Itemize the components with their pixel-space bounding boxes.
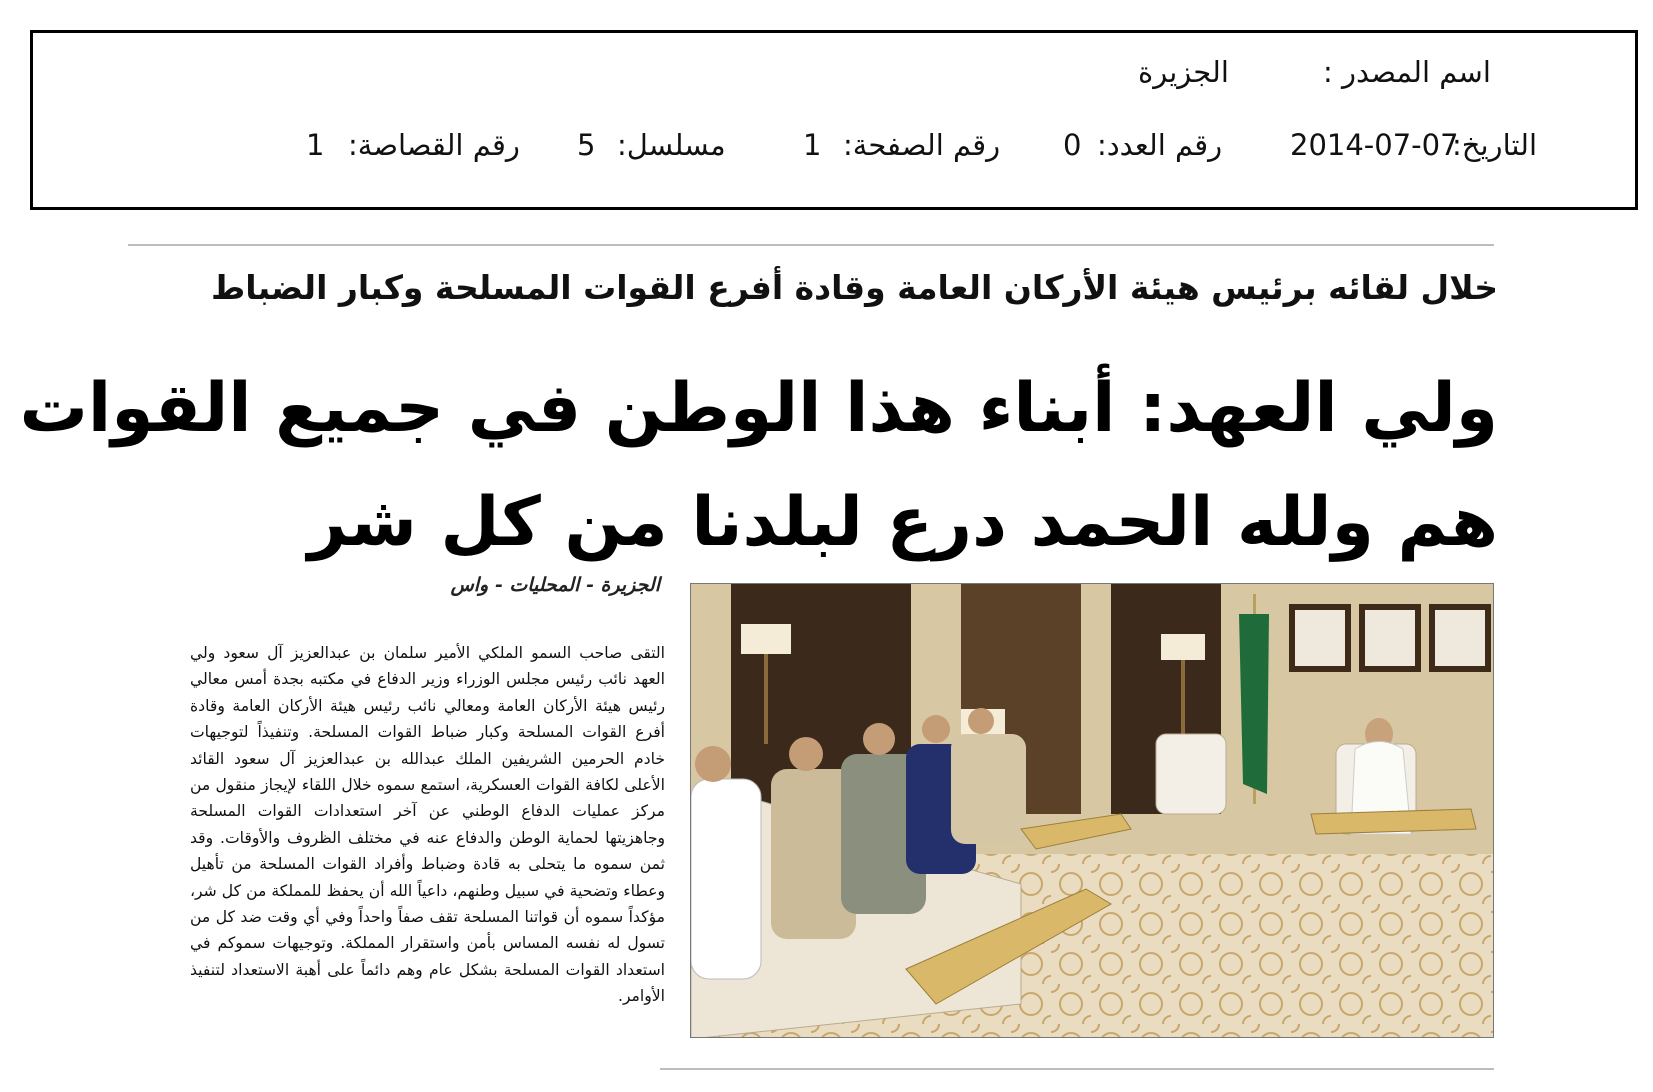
lamp-shade-left	[741, 624, 791, 654]
source-label: اسم المصدر :	[1323, 55, 1491, 89]
issue-label: رقم العدد:	[1097, 128, 1223, 162]
article-byline: الجزيرة - المحليات - واس	[450, 574, 660, 596]
coffee-table-right	[1311, 809, 1476, 834]
date-label: التاريخ:	[1452, 128, 1538, 162]
officer-head-3	[863, 723, 895, 755]
officer-head-1	[695, 746, 731, 782]
headline-line-1: ولي العهد: أبناء هذا الوطن في جميع القوات	[19, 369, 1498, 448]
clip-value: 1	[306, 128, 325, 162]
meeting-room-photo	[690, 583, 1494, 1038]
source-name: الجزيرة	[1138, 55, 1229, 89]
bottom-rule	[660, 1068, 1494, 1070]
officer-head-4	[922, 715, 950, 743]
article-subheadline: خلال لقائه برئيس هيئة الأركان العامة وقادة أفرع القوات المسلحة وكبار الضباط	[211, 268, 1498, 307]
lamp-stand-left	[764, 654, 768, 744]
empty-armchair	[1156, 734, 1226, 814]
article-headline	[19, 352, 1498, 580]
officer-army-3	[951, 734, 1026, 844]
flag-icon	[1239, 614, 1269, 794]
serial-label: مسلسل:	[617, 128, 726, 162]
serial-value: 5	[577, 128, 596, 162]
clip-label: رقم القصاصة:	[348, 128, 520, 162]
date-value: 2014-07-07	[1290, 128, 1459, 162]
officer-head-5	[968, 708, 994, 734]
headline-line-2: هم ولله الحمد درع لبلدنا من كل شر	[307, 483, 1498, 562]
officer-navy	[691, 779, 761, 979]
portrait-1	[1295, 610, 1345, 666]
issue-value: 0	[1063, 128, 1082, 162]
portrait-3	[1435, 610, 1485, 666]
page-label: رقم الصفحة:	[843, 128, 1001, 162]
photo-illustration	[691, 584, 1494, 1038]
article-body: التقى صاحب السمو الملكي الأمير سلمان بن عبدالعزيز آل سعود ولي العهد نائب رئيس مجلس الوزراء وزير الدفاع في مكتبه بجدة أمس معالي رئيس هيئة الأركان العامة ومعالي نائب رئيس هيئة الأركان العامة وقادة أفرع القوات المسلحة وكبار ضباط القوات المسلحة. وتنفيذاً لتوجيهات خادم الحرمين الشريفين الملك عبدالله بن عبدالعزيز آل سعود القائد الأعلى لكافة القوات العسكرية، استمع سموه خلال اللقاء لإيجاز منقول من مركز عمليات الدفاع الوطني عن آخر استعدادات القوات المسلحة وجاهزيتها لحماية الوطن والدفاع عنه في مختلف الظروف والأوقات. وقد ثمن سموه ما يتحلى به قادة وضباط وأفراد القوات المسلحة من تأهيل وعطاء وتضحية في سبيل وطنهم، داعياً الله أن يحفظ للمملكة من كل شر، مؤكداً سموه أن قواتنا المسلحة تقف صفاً واحداً وفي أي وقت ضد كل من تسول له نفسه المساس بأمن واستقرار المملكة. وتوجيهات سموكم في استعداد القوات المسلحة بشكل عام وهم دائماً على أهبة الاستعداد لتنفيذ الأوامر.	[190, 644, 665, 1006]
page-value: 1	[803, 128, 822, 162]
portrait-2	[1365, 610, 1415, 666]
lamp-shade-right	[1161, 634, 1205, 660]
top-rule	[128, 244, 1494, 246]
officer-head-2	[789, 737, 823, 771]
